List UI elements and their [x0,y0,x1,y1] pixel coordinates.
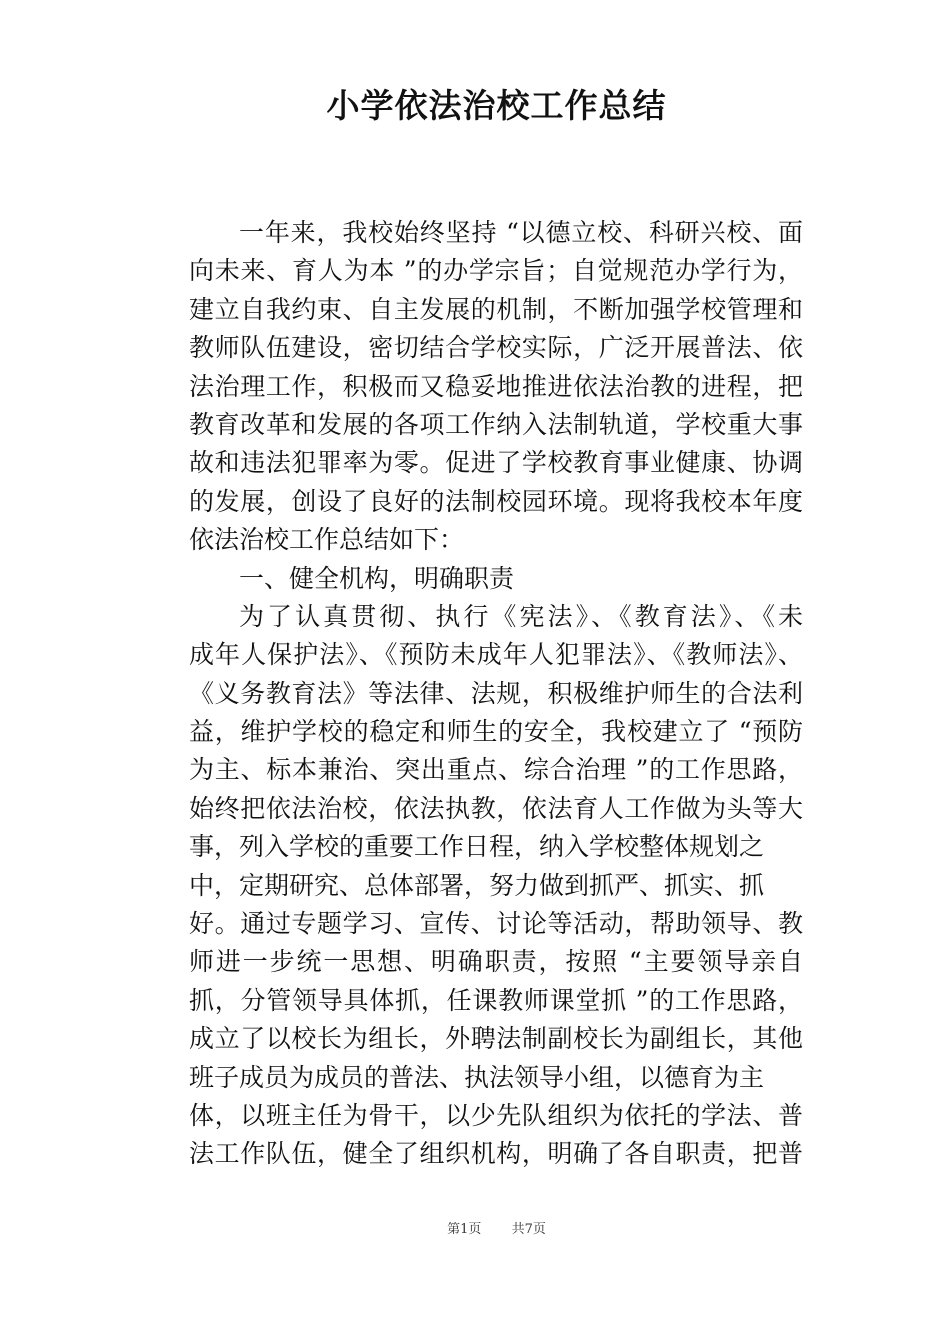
page-footer [0,1218,950,1237]
text-line: 一年来，我校始终坚持 “以德立校、科研兴校、面 [239,218,803,247]
text-line: 法治理工作，积极而又稳妥地推进依法治教的进程，把 [189,371,803,401]
text-line: 成立了以校长为组长，外聘法制副校长为副组长，其他 [189,1024,803,1054]
text-line: 中，定期研究、总体部署，努力做到抓严、抓实、抓 [189,870,765,900]
text-line: 成年人保护法》、《预防未成年人犯罪法》、《教师法》、 [189,640,803,670]
text-line: 为主、标本兼治、突出重点、综合治理 ”的工作思路， [189,755,803,785]
page-total: 共7页 [511,1222,546,1237]
text-line: 为了认真贯彻、执行《宪法》、《教育法》、《未 [239,601,803,631]
text-line: 《义务教育法》等法律、法规，积极维护师生的合法利 [189,678,803,708]
text-line: 始终把依法治校，依法执教，依法育人工作做为头等大 [189,793,803,823]
text-line: 教育改革和发展的各项工作纳入法制轨道，学校重大事 [189,409,803,439]
document-title: 小学依法治校工作总结 [326,86,667,125]
document-body [189,214,803,1174]
text-line: 抓，分管领导具体抓，任课教师课堂抓 ”的工作思路， [189,985,803,1015]
text-line: 益，维护学校的稳定和师生的安全，我校建立了 “预防 [189,717,803,747]
text-line: 体，以班主任为骨干，以少先队组织为依托的学法、普 [189,1100,803,1130]
text-line: 建立自我约束、自主发展的机制，不断加强学校管理和 [189,294,803,324]
text-line: 法工作队伍，健全了组织机构，明确了各自职责，把普 [189,1139,803,1169]
page-number: 第1页 [447,1222,482,1237]
text-line: 教师队伍建设，密切结合学校实际，广泛开展普法、依 [189,333,803,363]
text-line: 依法治校工作总结如下： [189,525,465,555]
text-line: 班子成员为成员的普法、执法领导小组，以德育为主 [189,1062,765,1092]
text-line: 好。通过专题学习、宣传、讨论等活动，帮助领导、教 [189,909,803,939]
text-line: 一、健全机构，明确职责 [239,563,515,593]
text-line: 师进一步统一思想、明确职责，按照 “主要领导亲自 [189,947,803,977]
text-line: 事，列入学校的重要工作日程，纳入学校整体规划之 [189,832,765,862]
text-line: 向未来、育人为本 ”的办学宗旨；自觉规范办学行为， [189,256,803,286]
text-line: 的发展，创设了良好的法制校园环境。现将我校本年度 [189,486,803,516]
text-line: 故和违法犯罪率为零。促进了学校教育事业健康、协调 [189,448,803,478]
